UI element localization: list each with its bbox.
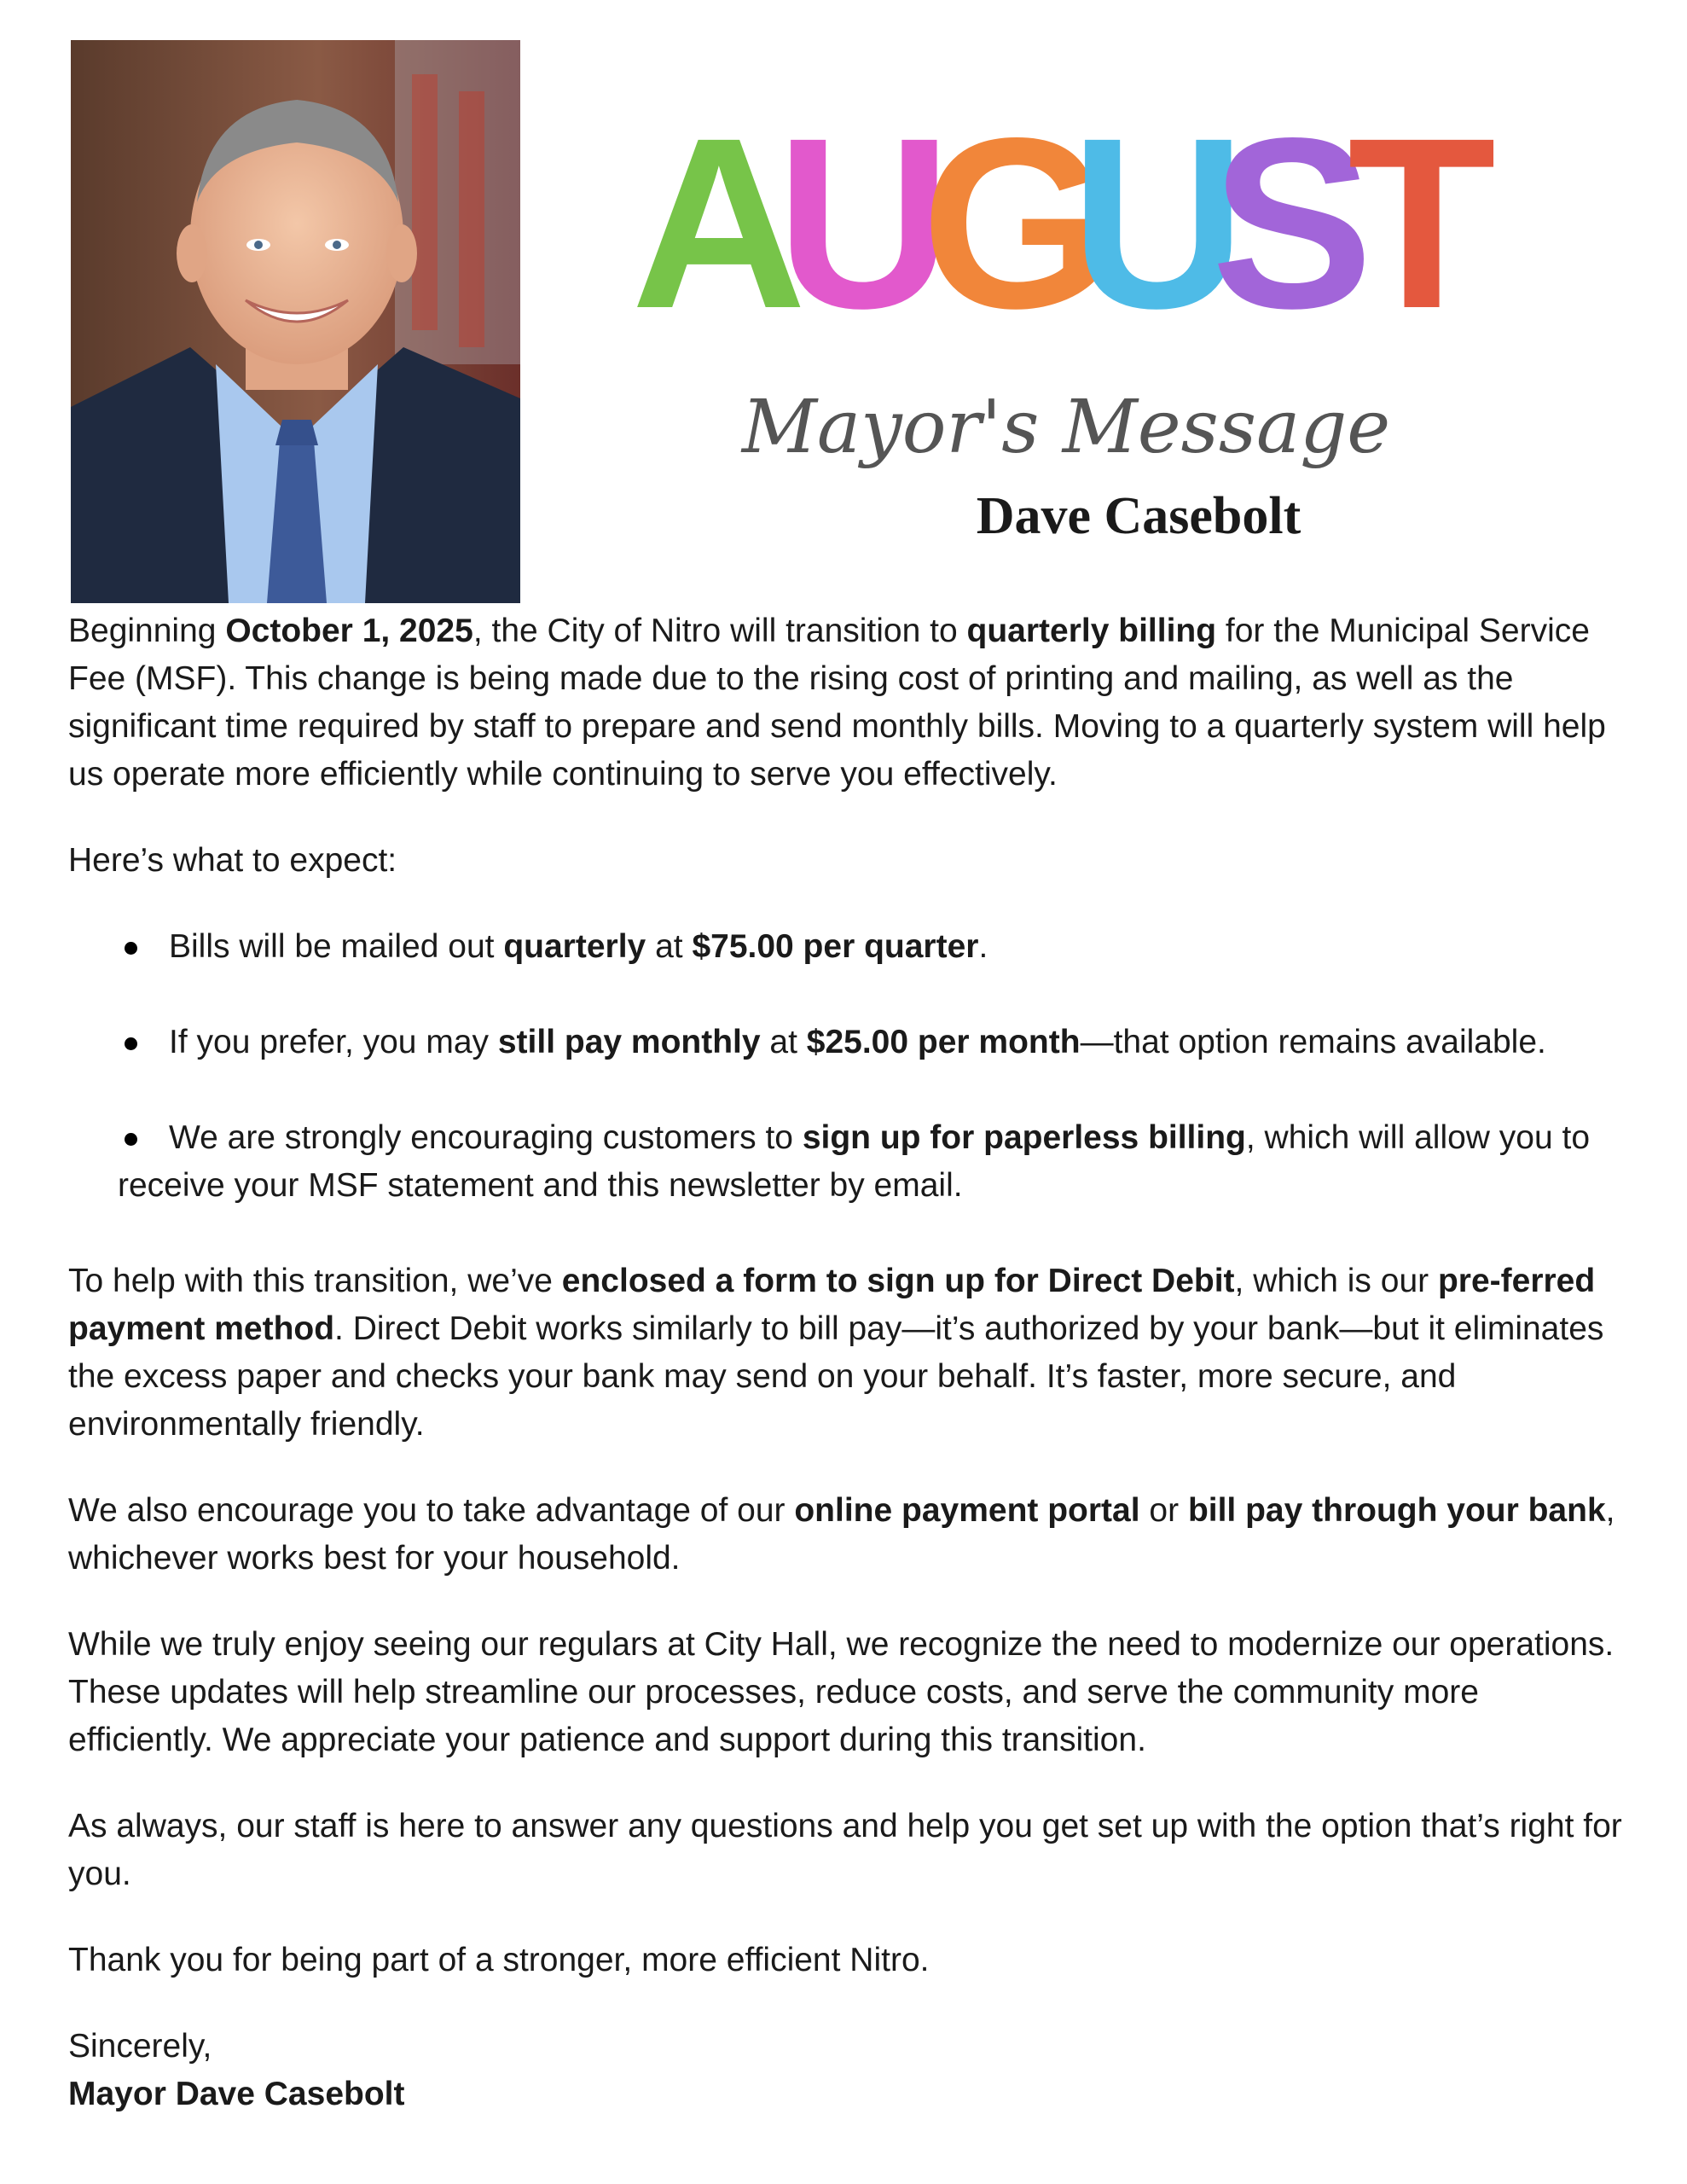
list-item (68, 1114, 1629, 1210)
emphasis: quarterly (503, 928, 646, 965)
emphasis: sign up for paperless billing (802, 1119, 1246, 1156)
emphasis: bill pay through your bank (1187, 1492, 1606, 1529)
expect-list (68, 923, 1629, 1210)
text: Beginning (68, 613, 226, 649)
price-emphasis: $75.00 per quarter (692, 928, 979, 965)
emphasis: pre-ferred payment method (68, 1263, 1596, 1347)
text: To help with this transition, we’ve (68, 1263, 562, 1299)
intro-paragraph (68, 607, 1629, 799)
mayors-message-title: Mayor's Message (741, 385, 1391, 470)
letter-body (68, 607, 1629, 2157)
text: . (978, 928, 988, 965)
emphasis: still pay monthly (497, 1024, 761, 1060)
august-letter-t: T (1348, 88, 1497, 359)
list-item (68, 923, 1629, 971)
staff-paragraph: As always, our staff is here to answer any questions and help you get set up with the option that’s right for you. (68, 1808, 1622, 1892)
city-hall-paragraph: While we truly enjoy seeing our regulars at City Hall, we recognize the need to modernize our operations. These updates will help streamline our processes, reduce costs, and serve the community more efficiently. We appreciate your patience and support during this transition. (68, 1626, 1615, 1758)
text: for the Municipal Service Fee (MSF). This change is being made due to the rising cost of printing and mailing, as well as the significant time required by staff to prepare and send monthly bills. Moving to a quarterly system will help us operate more efficiently while continuing to serve you effectively. (68, 613, 1606, 793)
text: at (646, 928, 693, 965)
text: We also encourage you to take advantage of our (68, 1492, 795, 1529)
august-letter-g: G (921, 88, 1110, 359)
closing: Sincerely, (68, 2028, 212, 2065)
direct-debit-paragraph (68, 1258, 1629, 1449)
masthead-author: Dave Casebolt (976, 487, 1301, 545)
quarterly-billing-emphasis: quarterly billing (966, 613, 1217, 649)
august-letter-u: U (776, 88, 952, 359)
masthead (614, 51, 1535, 563)
text: If you prefer, you may (169, 1024, 498, 1060)
online-payment-paragraph (68, 1487, 1629, 1583)
text: , which is our (1234, 1263, 1438, 1299)
august-letter-u2: U (1070, 88, 1246, 359)
text: , which will allow you to receive your MSF statement and this newsletter by email. (118, 1119, 1591, 1204)
text: , the City of Nitro will transition to (472, 613, 967, 649)
text: We are strongly encouraging customers to (169, 1119, 803, 1156)
mayor-portrait-illustration (71, 40, 520, 603)
text: or (1139, 1492, 1188, 1529)
mayor-photo (71, 40, 520, 603)
text: , whichever works best for your household. (68, 1492, 1615, 1577)
thanks-paragraph: Thank you for being part of a stronger, more efficient Nitro. (68, 1942, 930, 1978)
date-emphasis: October 1, 2025 (225, 613, 473, 649)
signature: Mayor Dave Casebolt (68, 2076, 405, 2112)
emphasis: online payment portal (794, 1492, 1140, 1529)
emphasis: enclosed a form to sign up for Direct Debit (561, 1263, 1235, 1299)
august-letter-s: S (1211, 88, 1374, 359)
text: . Direct Debit works similarly to bill pay—it’s authorized by your bank—but it eliminates the excess paper and checks your bank may send on your behalf. It’s faster, more secure, and environmentally friendly. (68, 1310, 1604, 1443)
text: at (760, 1024, 807, 1060)
expect-heading: Here’s what to expect: (68, 842, 397, 879)
masthead-graphic (614, 51, 1535, 563)
list-item (68, 1019, 1629, 1066)
price-emphasis: $25.00 per month (806, 1024, 1081, 1060)
august-letter-a: A (631, 88, 807, 359)
text: Bills will be mailed out (169, 928, 504, 965)
text: —that option remains available. (1080, 1024, 1546, 1060)
